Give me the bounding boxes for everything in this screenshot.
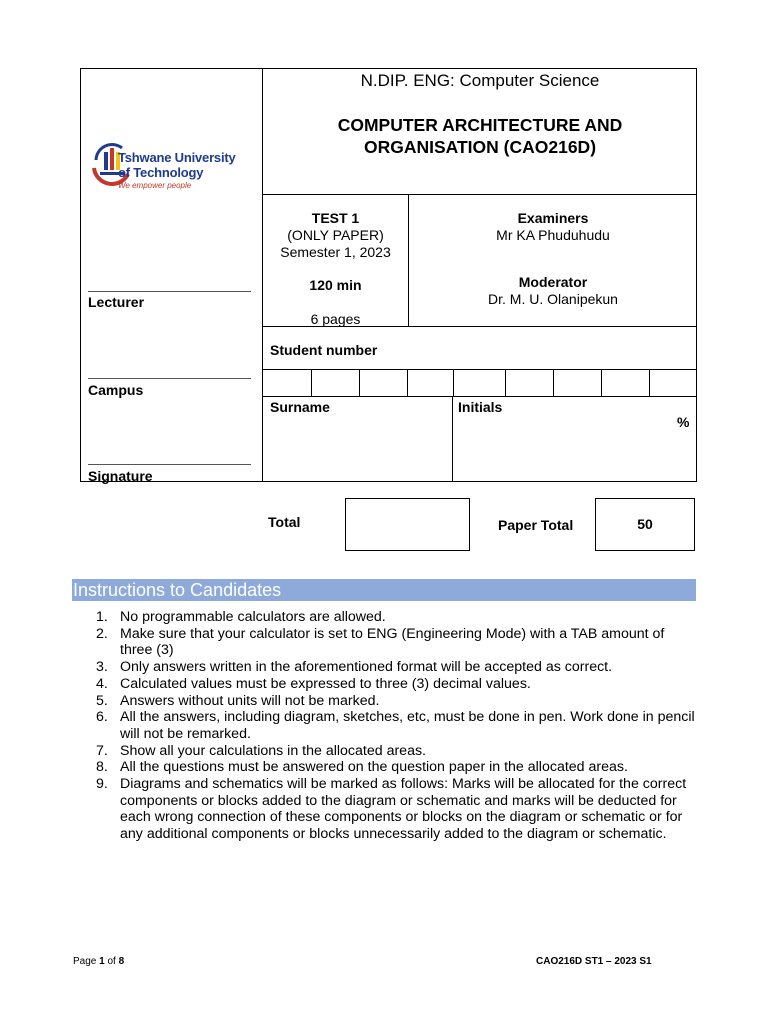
- logo-tagline: We empower people: [118, 181, 192, 190]
- list-item: 5. Answers without units will not be marked.: [96, 692, 380, 709]
- test-paper: (ONLY PAPER): [287, 227, 384, 243]
- list-item: 4. Calculated values must be expressed to three (3) decimal values.: [96, 675, 531, 692]
- student-number-divider: [262, 369, 697, 370]
- digit-separator: [359, 369, 360, 396]
- logo-name-line2: of Technology: [118, 165, 204, 180]
- list-item: 8. All the questions must be answered on the question paper in the allocated areas.: [96, 759, 628, 776]
- surname-label: Surname: [270, 399, 330, 415]
- page-number: Page 1 of 8: [73, 956, 125, 967]
- initials-label: Initials: [458, 399, 503, 415]
- digit-separator: [649, 369, 650, 396]
- total-box[interactable]: [345, 498, 470, 551]
- test-pages: 6 pages: [310, 311, 361, 327]
- test-title: TEST 1: [311, 210, 360, 226]
- campus-line: [88, 378, 251, 379]
- signature-label: Signature: [88, 468, 153, 484]
- list-item: 9. Diagrams and schematics will be marked as follows: Marks will be allocated for the correct components or blocks added to the diagram or schematic and marks will be deducted for each wrong connection of these components or blocks on the diagram or schematic or for any additional components or blocks unnecessarily added to the diagram or schematic.: [96, 776, 687, 843]
- signature-line: [88, 464, 251, 465]
- header-divider: [262, 194, 697, 195]
- instructions-title: Instructions to Candidates: [73, 580, 282, 600]
- document-code: CAO216D ST1 – 2023 S1: [536, 956, 652, 967]
- list-item: 1. No programmable calculators are allowed.: [96, 609, 386, 625]
- campus-label: Campus: [88, 382, 144, 398]
- digit-separator: [505, 369, 506, 396]
- digit-separator: [553, 369, 554, 396]
- lecturer-line: [88, 291, 251, 292]
- student-number-label: Student number: [270, 342, 378, 358]
- examiners-label: Examiners: [517, 210, 589, 226]
- digit-separator: [311, 369, 312, 396]
- list-item: 7. Show all your calculations in the allocated areas.: [96, 742, 426, 759]
- moderator-name: Dr. M. U. Olanipekun: [488, 291, 618, 307]
- list-item: 3. Only answers written in the aforementioned format will be accepted as correct.: [96, 659, 613, 676]
- list-item: 2. Make sure that your calculator is set to ENG (Engineering Mode) with a TAB amount of three (3): [96, 625, 665, 659]
- total-label: Total: [268, 514, 301, 530]
- surname-initials-divider: [452, 396, 453, 482]
- paper-total-value: 50: [595, 498, 695, 551]
- digit-row-divider: [262, 396, 697, 397]
- test-duration: 120 min: [309, 277, 362, 293]
- percent-sign: %: [677, 414, 690, 430]
- program-title: N.DIP. ENG: Computer Science: [360, 71, 600, 90]
- examiner-name: Mr KA Phuduhudu: [496, 227, 610, 243]
- test-semester: Semester 1, 2023: [280, 244, 391, 260]
- digit-separator: [407, 369, 408, 396]
- digit-separator: [453, 369, 454, 396]
- lecturer-label: Lecturer: [88, 294, 145, 310]
- list-item: 6. All the answers, including diagram, sketches, etc, must be done in pen. Work done in pencil will not be remarked.: [96, 709, 695, 742]
- moderator-label: Moderator: [518, 274, 588, 290]
- paper-total-label: Paper Total: [498, 517, 574, 533]
- course-title-line2: ORGANISATION (CAO216D): [363, 137, 597, 157]
- digit-separator: [601, 369, 602, 396]
- logo-name-line1: Tshwane University: [118, 150, 236, 165]
- instructions-list: [91, 609, 696, 843]
- course-title-line1: COMPUTER ARCHITECTURE AND: [337, 115, 623, 135]
